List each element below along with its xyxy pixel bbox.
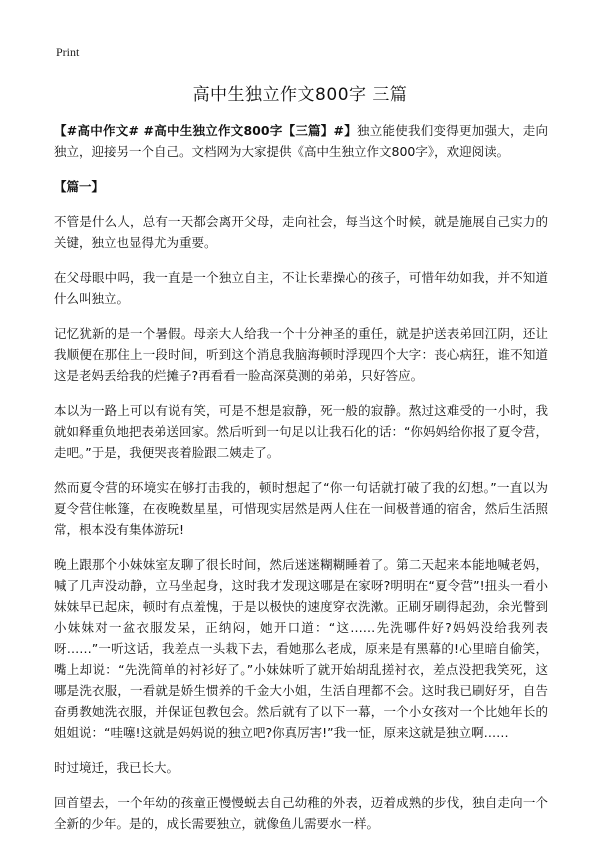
intro-tags: 【#高中作文# #高中生独立作文800字【三篇】#】 — [54, 123, 358, 138]
body-paragraph: 回首望去，一个年幼的孩童正慢慢蜕去自己幼稚的外表，迈着成熟的步伐，独自走向一个全新的少年。是的，成长需要独立，就像鱼儿需要水一样。 — [54, 795, 548, 831]
intro-text: 独立能使我们变得更加强大，走向独立，迎接另一个自己。文档网为大家提供《高中生独立作文800字》，欢迎阅读。 — [54, 123, 548, 159]
print-link[interactable]: Print — [56, 45, 80, 59]
page-title: 高中生独立作文800字 三篇 — [192, 85, 408, 105]
body-paragraph: 不管是什么人，总有一天都会离开父母，走向社会，每当这个时候，就是施展自己实力的关键，独立也显得尤为重要。 — [54, 214, 548, 250]
body-paragraph: 在父母眼中吗，我一直是一个独立自主，不让长辈操心的孩子，可惜年幼如我，并不知道什么叫独立。 — [54, 270, 548, 306]
document-body — [54, 120, 548, 848]
section-heading: 【篇一】 — [54, 179, 105, 194]
intro-paragraph — [54, 120, 548, 162]
body-paragraph: 晚上跟那个小妹妹室友聊了很长时间，然后迷迷糊糊睡着了。第二天起来本能地喊老妈，喊了几声没动静，立马坐起身，这时我才发现这哪是在家呀?明明在“夏令营”!扭头一看小妹妹早已起床，顿时有点羞愧，于是以极快的速度穿衣洗漱。正刷牙刷得起劲，余光瞥到小妹妹对一盆衣服发呆，正纳闷，她开口道：“这……先洗哪件好?妈妈没给我列表呀……”一听这话，我差点一头栽下去，看她那么老成，原来是有黑幕的!心里暗自偷笑，嘴上却说：“先洗简单的衬衫好了。”小妹妹听了就开始胡乱搓衬衣，差点没把我笑死，这哪是洗衣服，一看就是娇生惯养的千金大小姐，生活自理都不会。这时我已刷好牙，自告奋勇教她洗衣服，并保证包教包会。然后就有了以下一幕，一个小女孩对一个比她年长的姐姐说：“哇噻!这就是妈妈说的独立吧?你真厉害!”我一怔，原来这就是独立啊…… — [54, 557, 548, 740]
body-paragraph: 记忆犹新的是一个暑假。母亲大人给我一个十分神圣的重任，就是护送表弟回江阴，还让我顺便在那住上一段时间，听到这个消息我脑海顿时浮现四个大字：丧心病狂，谁不知道这是老妈丢给我的烂摊子?再看看一脸高深莫测的弟弟，只好答应。 — [54, 326, 548, 383]
body-paragraph: 然而夏令营的环境实在够打击我的，顿时想起了“你一句话就打破了我的幻想。”一直以为夏令营住帐篷，在夜晚数星星，可惜现实居然是两人住在一间极普通的宿舍，然后生活照常，根本没有集体游玩! — [54, 480, 548, 537]
body-paragraph: 时过境迁，我已长大。 — [54, 760, 180, 775]
body-paragraph: 本以为一路上可以有说有笑，可是不想是寂静，死一般的寂静。熬过这难受的一小时，我就如释重负地把表弟送回家。然后听到一句足以让我石化的话：“你妈妈给你报了夏令营，走吧。”于是，我便哭丧着脸跟二姨走了。 — [54, 403, 548, 460]
